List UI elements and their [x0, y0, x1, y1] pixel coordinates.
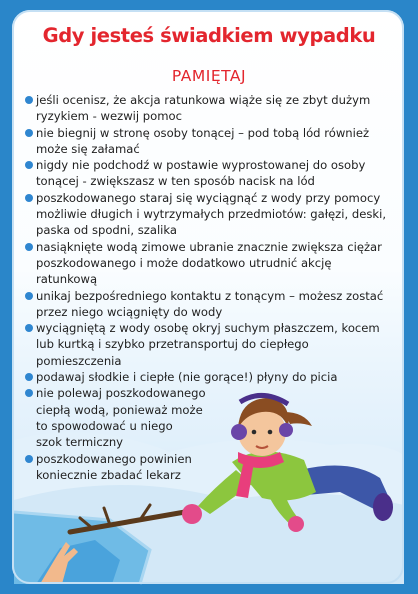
tip-line: możliwie długich i wytrzymałych przedmiotów: gałęzi, deski, — [36, 207, 387, 222]
tip-line: jeśli ocenisz, że akcja ratunkowa wiąże się ze zbyt dużym — [36, 93, 371, 107]
tip-item — [25, 125, 410, 158]
bullet-icon — [25, 292, 33, 300]
bullet-icon — [25, 129, 33, 137]
tip-line: może się załamać — [36, 141, 140, 156]
tip-item — [25, 288, 410, 321]
girl-glove-back — [288, 516, 304, 532]
tip-line: ratunkową — [36, 272, 98, 287]
tip-line: nie polewaj poszkodowanego — [36, 386, 206, 401]
tip-line: nigdy nie podchodź w postawie wyprostowanej do osoby — [36, 158, 366, 173]
tip-line: pomieszczenia — [36, 353, 122, 368]
tip-line: ciepłą wodą, ponieważ może — [36, 402, 203, 417]
tip-line: nasiąknięte wodą zimowe ubranie znacznie zwiększa ciężar — [36, 239, 382, 254]
tip-line: wyciągniętą z wody osobę okryj suchym płaszczem, kocem — [36, 321, 380, 336]
tip-line: poszkodowanego staraj się wyciągnąć z wody przy pomocy — [36, 190, 381, 205]
tip-line: poszkodowanego i może dodatkowo utrudnić akcję — [36, 255, 332, 270]
bullet-icon — [25, 194, 33, 202]
girl-boot — [373, 493, 393, 521]
tip-line: podawaj słodkie i ciepłe (nie gorące!) płyny do picia — [36, 370, 338, 385]
bullet-icon — [25, 161, 33, 169]
tip-line: paska od spodni, szalika — [36, 223, 178, 238]
tip-item — [25, 369, 410, 385]
tip-item — [25, 451, 410, 484]
tip-item — [25, 157, 410, 190]
bullet-icon — [25, 373, 33, 381]
poster-title: Gdy jesteś świadkiem wypadku — [42, 24, 376, 47]
tip-line: koniecznie zbadać lekarz — [36, 467, 181, 482]
safety-tips-list — [25, 92, 410, 483]
tip-line: to spowodować u niego — [36, 418, 173, 433]
tip-line: nie biegnij w stronę osoby tonącej – pod tobą lód również — [36, 125, 370, 140]
girl-glove — [182, 504, 202, 524]
bullet-icon — [25, 324, 33, 332]
tip-item — [25, 190, 410, 239]
bullet-icon — [25, 96, 33, 104]
tip-item — [25, 320, 410, 369]
tip-line: unikaj bezpośredniego kontaktu z tonącym – możesz zostać — [36, 288, 384, 303]
tip-line: ryzykiem - wezwij pomoc — [36, 109, 183, 124]
tip-item — [25, 92, 410, 125]
bullet-icon — [25, 243, 33, 251]
tip-line: lub kurtką i szybko przetransportuj do ciepłego — [36, 337, 309, 352]
tip-line: szok termiczny — [36, 435, 124, 450]
tip-item — [25, 385, 410, 450]
bullet-icon — [25, 455, 33, 463]
tip-item — [25, 239, 410, 288]
tip-line: tonącej - zwiększasz w ten sposób nacisk na lód — [36, 174, 315, 189]
bullet-icon — [25, 389, 33, 397]
tip-line: przez niego wciągnięty do wody — [36, 304, 223, 319]
tip-line: poszkodowanego powinien — [36, 451, 192, 466]
poster-subtitle: PAMIĘTAJ — [171, 67, 247, 85]
